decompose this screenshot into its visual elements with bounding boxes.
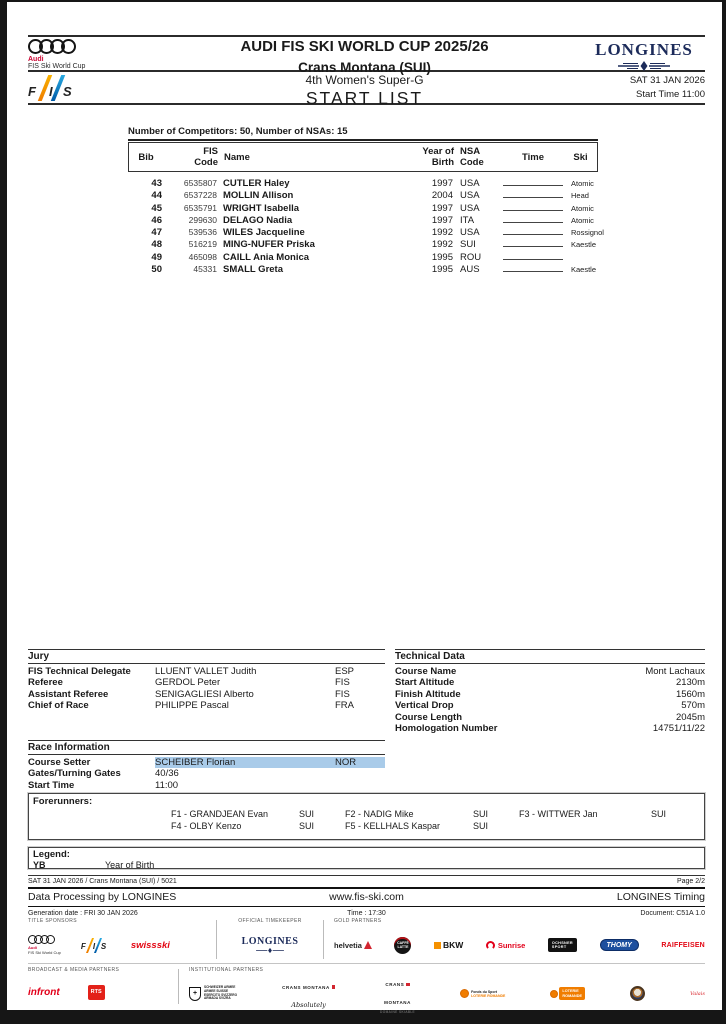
- name-cell: MOLLIN Allison: [223, 190, 294, 202]
- jury-nsa: FRA: [335, 700, 354, 712]
- technical-data-row: [395, 689, 705, 700]
- technical-value: 14751/11/22: [652, 723, 705, 735]
- forerunner-nsa: SUI: [299, 820, 315, 831]
- fis-code-cell: 6535807: [183, 178, 217, 188]
- generation-date: Generation date : FRI 30 JAN 2026: [28, 910, 138, 917]
- yob-cell: 1997: [431, 214, 453, 226]
- longines-wordmark: LONGINES: [595, 40, 693, 59]
- fis-code-cell: 465098: [188, 251, 217, 262]
- bib-cell: 43: [151, 178, 162, 189]
- jury-row: [28, 700, 385, 711]
- table-row: [128, 251, 598, 263]
- footer: [28, 875, 705, 920]
- fis-code-cell: 539536: [188, 227, 217, 238]
- race-info-label: Gates/Turning Gates: [28, 768, 121, 780]
- longines-logo: [583, 40, 705, 72]
- divider-line: [216, 920, 217, 959]
- red-square-icon: [406, 983, 410, 987]
- yob-cell: 1995: [431, 251, 453, 263]
- nsa-cell: USA: [460, 178, 480, 189]
- race-start-time: Start Time 11:00: [636, 89, 705, 100]
- sponsor-row-2: [28, 964, 705, 1014]
- jury-name: GERDOL Peter: [155, 677, 221, 689]
- competitors-summary: Number of Competitors: 50, Number of NSAs: 15: [128, 126, 598, 141]
- generation-time: Time : 17:30: [347, 910, 386, 917]
- fis-letter: I: [49, 84, 53, 99]
- bkw-logo: BKW: [434, 940, 463, 950]
- technical-label: Finish Altitude: [395, 688, 461, 700]
- nsa-cell: USA: [460, 190, 480, 202]
- col-fis-code: FIS Code: [194, 146, 218, 168]
- name-cell: SMALL Greta: [223, 264, 284, 276]
- time-line: [503, 202, 563, 211]
- race-info-nsa: NOR: [335, 757, 385, 768]
- race-info-value: 40/36: [155, 768, 179, 780]
- time-line: [503, 189, 563, 198]
- website-link[interactable]: www.fis-ski.com: [329, 891, 404, 903]
- thomy-logo: THOMY: [600, 939, 639, 951]
- technical-label: Vertical Drop: [395, 700, 454, 712]
- race-heading: [7, 73, 722, 109]
- orange-circle-icon: [550, 990, 558, 998]
- col-name: Name: [224, 151, 250, 163]
- jury-name: SENIGAGLIESI Alberto: [155, 688, 254, 700]
- technical-label: Course Name: [395, 666, 457, 677]
- yob-cell: 1992: [431, 227, 453, 239]
- data-processing: Data Processing by LONGINES: [28, 891, 177, 903]
- technical-value: 2130m: [675, 677, 705, 689]
- name-cell: CUTLER Haley: [223, 178, 290, 189]
- jury-nsa: FIS: [335, 688, 350, 700]
- ski-cell: Rossignol: [571, 228, 604, 238]
- jury-nsa: FIS: [335, 677, 350, 689]
- forerunner-nsa: SUI: [473, 809, 489, 819]
- table-row: [128, 263, 598, 275]
- divider-line: [28, 35, 705, 37]
- institutional-partners-label: INSTITUTIONAL PARTNERS: [189, 967, 264, 973]
- jury-title: Jury: [28, 649, 385, 664]
- forerunner-name: F5 - KELLHALS Kaspar: [345, 820, 441, 831]
- audi-rings-icon: [28, 935, 61, 944]
- name-cell: DELAGO Nadia: [223, 214, 293, 226]
- ski-cell: Head: [571, 191, 589, 201]
- jury-nsa: ESP: [335, 666, 355, 677]
- jury-row: [28, 666, 385, 677]
- forerunner-nsa: SUI: [299, 809, 315, 819]
- ochsner-sport-logo: OCHSNER SPORT: [548, 938, 577, 952]
- ski-cell: Atomic: [571, 203, 594, 213]
- table-row: [128, 202, 598, 214]
- orange-circle-icon: [460, 989, 469, 998]
- institutional-group: [189, 967, 705, 1014]
- sponsor-row-1: [28, 915, 705, 964]
- table-row: [128, 189, 598, 201]
- sponsor-strip: [28, 915, 705, 1014]
- technical-label: Start Altitude: [395, 677, 455, 689]
- legend-box: [28, 847, 705, 869]
- start-list-table: [128, 126, 604, 276]
- divider-line: [178, 969, 179, 1004]
- rts-logo: RTS: [88, 985, 105, 1000]
- legend-key: YB: [33, 860, 46, 870]
- date-time-block: [630, 74, 705, 102]
- event-location: Crans Montana (SUI): [298, 60, 431, 75]
- forerunners-title: Forerunners:: [33, 796, 93, 807]
- time-line: [503, 214, 563, 223]
- yob-cell: 1997: [431, 202, 453, 214]
- forerunners-grid: [171, 809, 704, 832]
- jury-role: FIS Technical Delegate: [28, 666, 131, 677]
- col-yob: Year of Birth: [422, 146, 454, 168]
- broadcast-partners-label: BROADCAST & MEDIA PARTNERS: [28, 967, 120, 973]
- gold-partners-label: GOLD PARTNERS: [334, 918, 382, 924]
- race-info-label: Start Time: [28, 779, 75, 791]
- swissski-logo: swissski: [130, 939, 170, 951]
- race-info-row: [28, 757, 385, 768]
- nsa-cell: AUS: [460, 264, 480, 276]
- page-title: AUDI FIS SKI WORLD CUP 2025/26: [240, 38, 489, 55]
- fis-code-cell: 6537228: [183, 190, 217, 201]
- ski-cell: Atomic: [571, 179, 594, 188]
- jury-name: LLUENT VALLET Judith: [155, 666, 257, 677]
- time-cell: [501, 251, 563, 263]
- fis-letter: F: [28, 84, 36, 99]
- technical-data-title: Technical Data: [395, 649, 705, 664]
- ski-cell: Kaestle: [571, 240, 597, 250]
- nsa-cell: ITA: [460, 214, 475, 226]
- race-date: SAT 31 JAN 2026: [629, 75, 705, 86]
- caffe-latte-logo: CAFFÈ LATTE: [394, 937, 411, 954]
- time-cell: [501, 226, 563, 238]
- start-list-body: [128, 177, 604, 276]
- time-line: [503, 177, 563, 186]
- crans-montana-domaine-logo: CRANS MONTANA DOMAINE SKIABLE: [380, 982, 416, 1014]
- crans-montana-absolutely-logo: CRANS MONTANA Absolutely: [282, 976, 335, 1012]
- technical-value: 2045m: [675, 711, 705, 723]
- yob-cell: 2004: [431, 190, 453, 202]
- audi-brand-text: Audi: [28, 56, 44, 63]
- table-row: [128, 177, 598, 189]
- broadcast-group: [28, 967, 168, 1008]
- race-info-row: [28, 780, 385, 791]
- legend-row: [29, 860, 704, 870]
- race-info-label: Course Setter: [28, 757, 91, 768]
- bkw-square-icon: [434, 942, 441, 949]
- time-cell: [501, 238, 563, 250]
- race-info-nsa: [335, 780, 385, 791]
- technical-data-row: [395, 677, 705, 688]
- fonds-du-sport-logo: Fonds du Sport LOTERIE ROMANDE: [460, 989, 505, 998]
- yob-cell: 1992: [431, 239, 453, 251]
- footer-meta-row: [28, 875, 705, 887]
- time-cell: [501, 263, 563, 275]
- technical-data-rows: [395, 666, 705, 734]
- nsa-cell: SUI: [460, 239, 476, 251]
- technical-value: Mont Lachaux: [645, 666, 705, 677]
- technical-value: 1560m: [675, 688, 705, 700]
- forerunner-name: F3 - WITTWER Jan: [519, 809, 598, 819]
- document-code: Document: C51A 1.0: [640, 910, 706, 917]
- title-sponsors-label: TITLE SPONSORS: [28, 918, 77, 924]
- list-title: START LIST: [305, 88, 424, 108]
- forerunner-nsa: SUI: [473, 820, 489, 831]
- audi-logo: Audi FIS Ski World Cup: [28, 935, 61, 955]
- table-header-row: [128, 142, 598, 172]
- yob-cell: 1997: [431, 178, 453, 189]
- bib-cell: 48: [151, 239, 162, 251]
- sunrise-icon: [486, 941, 495, 950]
- longines-wings-icon: [255, 947, 285, 954]
- race-info-row: [28, 768, 385, 779]
- race-info-value: 11:00: [155, 779, 179, 791]
- document-page: [7, 2, 722, 1014]
- technical-label: Homologation Number: [395, 723, 498, 735]
- forerunner-name: F2 - NADIG Mike: [345, 809, 414, 819]
- valais-logo: Valais: [690, 991, 705, 997]
- time-line: [503, 263, 563, 272]
- race-information-section: [28, 740, 385, 791]
- jury-section: [28, 649, 385, 712]
- technical-value: 570m: [681, 700, 705, 712]
- ski-cell: Atomic: [571, 215, 594, 225]
- table-row: [128, 238, 598, 250]
- table-row: [128, 214, 598, 226]
- time-cell: [501, 202, 563, 214]
- bib-cell: 49: [151, 251, 162, 263]
- jury-row: [28, 677, 385, 688]
- helvetia-triangle-icon: [364, 941, 372, 949]
- bib-cell: 46: [151, 214, 162, 226]
- fis-code-cell: 45331: [193, 264, 217, 275]
- jury-role: Chief of Race: [28, 700, 89, 712]
- col-time: Time: [521, 151, 544, 163]
- footer-meta: SAT 31 JAN 2026 / Crans Montana (SUI) / 5021: [28, 878, 177, 885]
- bib-cell: 44: [151, 190, 162, 202]
- audi-subtitle-text: FIS Ski World Cup: [28, 63, 86, 70]
- technical-data-row: [395, 666, 705, 677]
- footer-processing-row: [28, 887, 705, 907]
- forerunner-nsa: SUI: [651, 809, 667, 819]
- page-number: Page 2/2: [676, 878, 705, 885]
- technical-data-row: [395, 712, 705, 723]
- name-cell: MING-NUFER Priska: [223, 239, 315, 251]
- col-ski: Ski: [573, 151, 588, 163]
- col-bib: Bib: [138, 151, 154, 163]
- bib-cell: 45: [151, 202, 162, 214]
- forerunners-box: [28, 793, 705, 840]
- fis-code-cell: 6535791: [183, 202, 217, 213]
- name-cell: WILES Jacqueline: [223, 227, 305, 239]
- race-info-value: SCHEIBER Florian: [155, 757, 335, 768]
- swiss-army-logo: + SCHWEIZER ARMEE ARMEE SUISSE ESERCITO SVIZZERO ARMADA SVIZRA: [189, 986, 237, 1001]
- timekeeper-group: [227, 918, 313, 963]
- longines-wings-icon: [616, 60, 672, 72]
- red-square-icon: [332, 985, 336, 989]
- forerunner-name: F1 - GRANDJEAN Evan: [171, 809, 269, 819]
- bib-cell: 47: [151, 227, 162, 239]
- sunrise-logo: Sunrise: [486, 941, 526, 950]
- swiss-shield-icon: +: [189, 987, 201, 1001]
- time-cell: [501, 177, 563, 189]
- time-line: [503, 251, 563, 260]
- club-emblem-icon: [630, 986, 645, 1001]
- jury-role: Assistant Referee: [28, 688, 109, 700]
- name-cell: WRIGHT Isabella: [223, 202, 300, 214]
- jury-rows: [28, 666, 385, 712]
- time-cell: [501, 214, 563, 226]
- bib-cell: 50: [151, 264, 162, 276]
- technical-label: Course Length: [395, 711, 463, 723]
- jury-row: [28, 689, 385, 700]
- jury-role: Referee: [28, 677, 63, 689]
- divider-line: [323, 920, 324, 959]
- technical-data-row: [395, 700, 705, 711]
- nsa-cell: USA: [460, 227, 480, 239]
- technical-data-row: [395, 723, 705, 734]
- yob-cell: 1995: [431, 264, 453, 276]
- nsa-cell: ROU: [460, 251, 482, 263]
- gold-partners-group: [334, 918, 705, 963]
- title-sponsors-group: [28, 918, 206, 963]
- table-row: [128, 226, 604, 239]
- official-timekeeper-label: OFFICIAL TIMEKEEPER: [238, 918, 302, 924]
- race-information-title: Race Information: [28, 740, 385, 755]
- technical-data-section: [395, 649, 705, 734]
- helvetia-logo: helvetia: [334, 941, 372, 950]
- legend-title: Legend:: [33, 849, 70, 860]
- fis-letter: S: [63, 84, 72, 99]
- loterie-romande-logo: LOTERIE ROMANDE: [550, 987, 585, 999]
- ski-cell: Kaestle: [571, 265, 597, 275]
- fis-logo: F I S: [81, 938, 111, 953]
- fis-code-cell: 299630: [188, 214, 217, 225]
- nsa-cell: USA: [460, 202, 480, 214]
- jury-name: PHILIPPE Pascal: [155, 700, 229, 712]
- infront-logo: infront: [28, 986, 60, 998]
- col-nsa: NSA Code: [460, 146, 484, 168]
- longines-logo: LONGINES: [241, 936, 299, 947]
- race-name: 4th Women's Super-G: [305, 73, 424, 87]
- name-cell: CAILL Ania Monica: [223, 251, 310, 263]
- time-cell: [501, 189, 563, 201]
- race-information-rows: [28, 757, 385, 791]
- forerunner-name: F4 - OLBY Kenzo: [171, 820, 242, 831]
- legend-value: Year of Birth: [105, 860, 155, 870]
- fis-code-cell: 516219: [188, 239, 217, 250]
- timing-credit: LONGINES Timing: [616, 891, 706, 903]
- time-line: [503, 238, 563, 247]
- time-line: [503, 226, 563, 235]
- raiffeisen-logo: RAIFFEISEN: [661, 941, 705, 949]
- race-info-nsa: [335, 768, 385, 779]
